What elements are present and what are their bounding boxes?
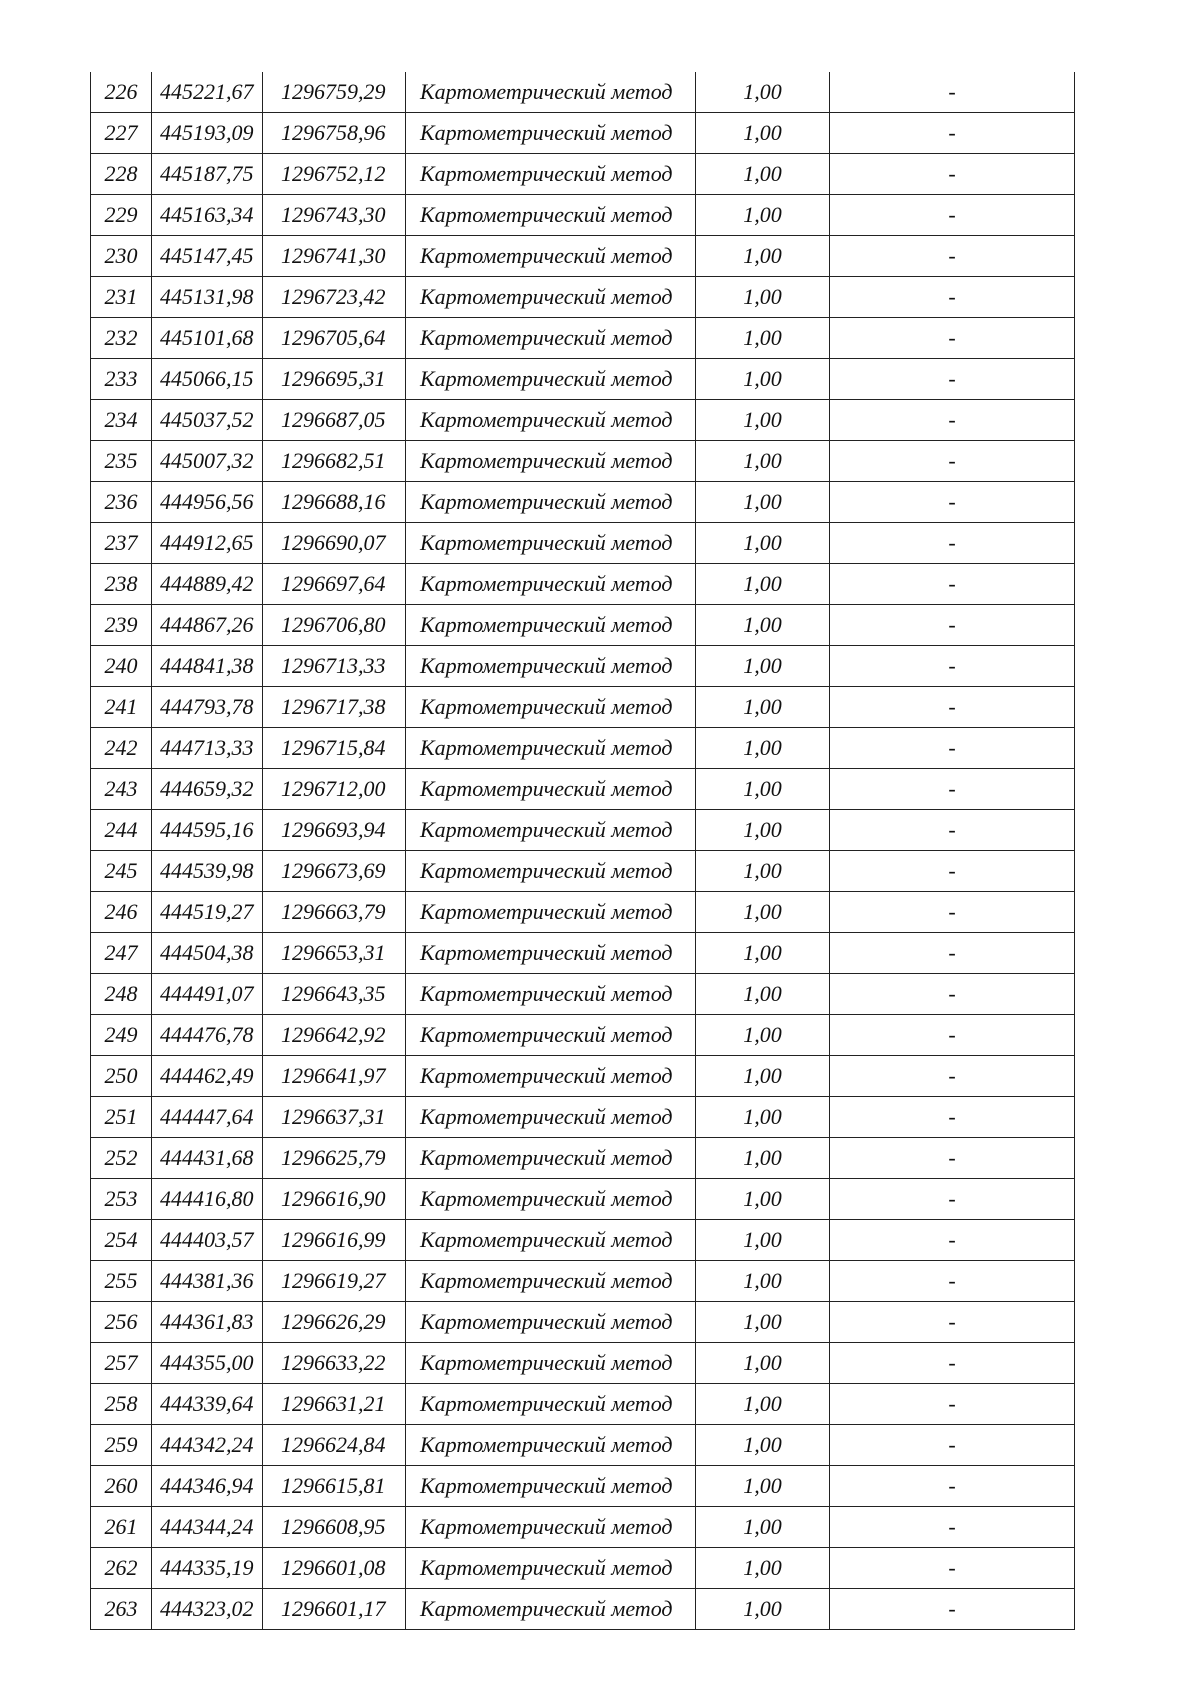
- table-row: [91, 400, 1075, 441]
- table-row: [91, 933, 1075, 974]
- x-coordinate-cell: 444841,38: [152, 646, 263, 687]
- note-cell: -: [830, 1589, 1075, 1630]
- accuracy-cell: 1,00: [696, 728, 830, 769]
- point-number-cell: 247: [91, 933, 152, 974]
- table-row: [91, 195, 1075, 236]
- accuracy-cell: 1,00: [696, 1056, 830, 1097]
- method-cell: Картометрический метод: [406, 1425, 696, 1466]
- y-coordinate-cell: 1296619,27: [263, 1261, 406, 1302]
- method-cell: Картометрический метод: [406, 769, 696, 810]
- method-cell: Картометрический метод: [406, 646, 696, 687]
- note-cell: -: [830, 154, 1075, 195]
- y-coordinate-cell: 1296625,79: [263, 1138, 406, 1179]
- note-cell: -: [830, 318, 1075, 359]
- x-coordinate-cell: 444355,00: [152, 1343, 263, 1384]
- y-coordinate-cell: 1296626,29: [263, 1302, 406, 1343]
- x-coordinate-cell: 444381,36: [152, 1261, 263, 1302]
- table-row: [91, 1179, 1075, 1220]
- point-number-cell: 258: [91, 1384, 152, 1425]
- accuracy-cell: 1,00: [696, 564, 830, 605]
- y-coordinate-cell: 1296682,51: [263, 441, 406, 482]
- accuracy-cell: 1,00: [696, 195, 830, 236]
- table-row: [91, 113, 1075, 154]
- method-cell: Картометрический метод: [406, 1056, 696, 1097]
- table-row: [91, 1548, 1075, 1589]
- method-cell: Картометрический метод: [406, 1220, 696, 1261]
- accuracy-cell: 1,00: [696, 892, 830, 933]
- point-number-cell: 260: [91, 1466, 152, 1507]
- x-coordinate-cell: 444539,98: [152, 851, 263, 892]
- accuracy-cell: 1,00: [696, 687, 830, 728]
- method-cell: Картометрический метод: [406, 933, 696, 974]
- table-row: [91, 441, 1075, 482]
- note-cell: -: [830, 933, 1075, 974]
- point-number-cell: 259: [91, 1425, 152, 1466]
- accuracy-cell: 1,00: [696, 851, 830, 892]
- accuracy-cell: 1,00: [696, 1302, 830, 1343]
- method-cell: Картометрический метод: [406, 1589, 696, 1630]
- x-coordinate-cell: 444956,56: [152, 482, 263, 523]
- point-number-cell: 263: [91, 1589, 152, 1630]
- x-coordinate-cell: 445101,68: [152, 318, 263, 359]
- y-coordinate-cell: 1296713,33: [263, 646, 406, 687]
- y-coordinate-cell: 1296642,92: [263, 1015, 406, 1056]
- x-coordinate-cell: 444793,78: [152, 687, 263, 728]
- y-coordinate-cell: 1296693,94: [263, 810, 406, 851]
- method-cell: Картометрический метод: [406, 441, 696, 482]
- note-cell: -: [830, 1384, 1075, 1425]
- method-cell: Картометрический метод: [406, 810, 696, 851]
- x-coordinate-cell: 444403,57: [152, 1220, 263, 1261]
- table-row: [91, 892, 1075, 933]
- accuracy-cell: 1,00: [696, 72, 830, 113]
- point-number-cell: 235: [91, 441, 152, 482]
- point-number-cell: 228: [91, 154, 152, 195]
- accuracy-cell: 1,00: [696, 1425, 830, 1466]
- method-cell: Картометрический метод: [406, 892, 696, 933]
- x-coordinate-cell: 444491,07: [152, 974, 263, 1015]
- y-coordinate-cell: 1296715,84: [263, 728, 406, 769]
- point-number-cell: 251: [91, 1097, 152, 1138]
- point-number-cell: 253: [91, 1179, 152, 1220]
- x-coordinate-cell: 444595,16: [152, 810, 263, 851]
- method-cell: Картометрический метод: [406, 851, 696, 892]
- point-number-cell: 254: [91, 1220, 152, 1261]
- accuracy-cell: 1,00: [696, 1097, 830, 1138]
- accuracy-cell: 1,00: [696, 482, 830, 523]
- x-coordinate-cell: 444447,64: [152, 1097, 263, 1138]
- method-cell: Картометрический метод: [406, 1507, 696, 1548]
- method-cell: Картометрический метод: [406, 400, 696, 441]
- table-row: [91, 1343, 1075, 1384]
- y-coordinate-cell: 1296615,81: [263, 1466, 406, 1507]
- note-cell: -: [830, 523, 1075, 564]
- method-cell: Картометрический метод: [406, 523, 696, 564]
- point-number-cell: 250: [91, 1056, 152, 1097]
- method-cell: Картометрический метод: [406, 359, 696, 400]
- method-cell: Картометрический метод: [406, 1548, 696, 1589]
- note-cell: -: [830, 892, 1075, 933]
- point-number-cell: 227: [91, 113, 152, 154]
- note-cell: -: [830, 851, 1075, 892]
- table-row: [91, 1220, 1075, 1261]
- method-cell: Картометрический метод: [406, 154, 696, 195]
- table-row: [91, 1507, 1075, 1548]
- accuracy-cell: 1,00: [696, 400, 830, 441]
- method-cell: Картометрический метод: [406, 605, 696, 646]
- method-cell: Картометрический метод: [406, 564, 696, 605]
- point-number-cell: 252: [91, 1138, 152, 1179]
- table-row: [91, 851, 1075, 892]
- y-coordinate-cell: 1296687,05: [263, 400, 406, 441]
- y-coordinate-cell: 1296663,79: [263, 892, 406, 933]
- table-row: [91, 1589, 1075, 1630]
- table-row: [91, 1384, 1075, 1425]
- x-coordinate-cell: 445037,52: [152, 400, 263, 441]
- note-cell: -: [830, 605, 1075, 646]
- method-cell: Картометрический метод: [406, 195, 696, 236]
- note-cell: -: [830, 974, 1075, 1015]
- note-cell: -: [830, 1015, 1075, 1056]
- point-number-cell: 262: [91, 1548, 152, 1589]
- x-coordinate-cell: 444346,94: [152, 1466, 263, 1507]
- y-coordinate-cell: 1296752,12: [263, 154, 406, 195]
- note-cell: -: [830, 769, 1075, 810]
- note-cell: -: [830, 1343, 1075, 1384]
- table-row: [91, 769, 1075, 810]
- accuracy-cell: 1,00: [696, 810, 830, 851]
- x-coordinate-cell: 444912,65: [152, 523, 263, 564]
- y-coordinate-cell: 1296637,31: [263, 1097, 406, 1138]
- y-coordinate-cell: 1296631,21: [263, 1384, 406, 1425]
- accuracy-cell: 1,00: [696, 1261, 830, 1302]
- x-coordinate-cell: 444476,78: [152, 1015, 263, 1056]
- accuracy-cell: 1,00: [696, 1589, 830, 1630]
- y-coordinate-cell: 1296601,08: [263, 1548, 406, 1589]
- point-number-cell: 239: [91, 605, 152, 646]
- accuracy-cell: 1,00: [696, 1466, 830, 1507]
- y-coordinate-cell: 1296673,69: [263, 851, 406, 892]
- table-row: [91, 72, 1075, 113]
- y-coordinate-cell: 1296653,31: [263, 933, 406, 974]
- y-coordinate-cell: 1296705,64: [263, 318, 406, 359]
- method-cell: Картометрический метод: [406, 687, 696, 728]
- accuracy-cell: 1,00: [696, 113, 830, 154]
- point-number-cell: 232: [91, 318, 152, 359]
- table-row: [91, 1261, 1075, 1302]
- method-cell: Картометрический метод: [406, 1466, 696, 1507]
- note-cell: -: [830, 72, 1075, 113]
- accuracy-cell: 1,00: [696, 1179, 830, 1220]
- note-cell: -: [830, 1548, 1075, 1589]
- method-cell: Картометрический метод: [406, 974, 696, 1015]
- table-row: [91, 1425, 1075, 1466]
- method-cell: Картометрический метод: [406, 1097, 696, 1138]
- x-coordinate-cell: 444867,26: [152, 605, 263, 646]
- x-coordinate-cell: 445007,32: [152, 441, 263, 482]
- point-number-cell: 238: [91, 564, 152, 605]
- point-number-cell: 233: [91, 359, 152, 400]
- method-cell: Картометрический метод: [406, 1138, 696, 1179]
- y-coordinate-cell: 1296743,30: [263, 195, 406, 236]
- table-row: [91, 974, 1075, 1015]
- table-row: [91, 810, 1075, 851]
- y-coordinate-cell: 1296706,80: [263, 605, 406, 646]
- y-coordinate-cell: 1296759,29: [263, 72, 406, 113]
- note-cell: -: [830, 195, 1075, 236]
- method-cell: Картометрический метод: [406, 277, 696, 318]
- method-cell: Картометрический метод: [406, 1343, 696, 1384]
- x-coordinate-cell: 444416,80: [152, 1179, 263, 1220]
- note-cell: -: [830, 400, 1075, 441]
- method-cell: Картометрический метод: [406, 1302, 696, 1343]
- accuracy-cell: 1,00: [696, 1507, 830, 1548]
- y-coordinate-cell: 1296697,64: [263, 564, 406, 605]
- y-coordinate-cell: 1296690,07: [263, 523, 406, 564]
- table-row: [91, 154, 1075, 195]
- note-cell: -: [830, 277, 1075, 318]
- accuracy-cell: 1,00: [696, 1343, 830, 1384]
- table-row: [91, 277, 1075, 318]
- point-number-cell: 248: [91, 974, 152, 1015]
- note-cell: -: [830, 1261, 1075, 1302]
- x-coordinate-cell: 445221,67: [152, 72, 263, 113]
- note-cell: -: [830, 1220, 1075, 1261]
- table-row: [91, 1138, 1075, 1179]
- accuracy-cell: 1,00: [696, 1384, 830, 1425]
- accuracy-cell: 1,00: [696, 1138, 830, 1179]
- method-cell: Картометрический метод: [406, 1015, 696, 1056]
- table-row: [91, 1015, 1075, 1056]
- y-coordinate-cell: 1296643,35: [263, 974, 406, 1015]
- table-row: [91, 359, 1075, 400]
- accuracy-cell: 1,00: [696, 1548, 830, 1589]
- table-row: [91, 523, 1075, 564]
- y-coordinate-cell: 1296601,17: [263, 1589, 406, 1630]
- y-coordinate-cell: 1296633,22: [263, 1343, 406, 1384]
- table-row: [91, 605, 1075, 646]
- y-coordinate-cell: 1296608,95: [263, 1507, 406, 1548]
- x-coordinate-cell: 445163,34: [152, 195, 263, 236]
- note-cell: -: [830, 482, 1075, 523]
- x-coordinate-cell: 444335,19: [152, 1548, 263, 1589]
- x-coordinate-cell: 444504,38: [152, 933, 263, 974]
- coordinates-table: [90, 72, 1075, 1630]
- accuracy-cell: 1,00: [696, 441, 830, 482]
- x-coordinate-cell: 444342,24: [152, 1425, 263, 1466]
- method-cell: Картометрический метод: [406, 1179, 696, 1220]
- table-row: [91, 564, 1075, 605]
- table-row: [91, 1056, 1075, 1097]
- point-number-cell: 246: [91, 892, 152, 933]
- point-number-cell: 244: [91, 810, 152, 851]
- y-coordinate-cell: 1296616,90: [263, 1179, 406, 1220]
- table-row: [91, 1466, 1075, 1507]
- note-cell: -: [830, 1507, 1075, 1548]
- method-cell: Картометрический метод: [406, 1384, 696, 1425]
- y-coordinate-cell: 1296712,00: [263, 769, 406, 810]
- accuracy-cell: 1,00: [696, 974, 830, 1015]
- point-number-cell: 243: [91, 769, 152, 810]
- note-cell: -: [830, 1425, 1075, 1466]
- point-number-cell: 257: [91, 1343, 152, 1384]
- note-cell: -: [830, 1466, 1075, 1507]
- table-row: [91, 318, 1075, 359]
- x-coordinate-cell: 444361,83: [152, 1302, 263, 1343]
- note-cell: -: [830, 1179, 1075, 1220]
- accuracy-cell: 1,00: [696, 277, 830, 318]
- table-row: [91, 236, 1075, 277]
- note-cell: -: [830, 564, 1075, 605]
- method-cell: Картометрический метод: [406, 318, 696, 359]
- table-row: [91, 482, 1075, 523]
- y-coordinate-cell: 1296723,42: [263, 277, 406, 318]
- note-cell: -: [830, 1097, 1075, 1138]
- table-row: [91, 687, 1075, 728]
- note-cell: -: [830, 1056, 1075, 1097]
- table-row: [91, 646, 1075, 687]
- point-number-cell: 236: [91, 482, 152, 523]
- x-coordinate-cell: 445193,09: [152, 113, 263, 154]
- table-row: [91, 1302, 1075, 1343]
- accuracy-cell: 1,00: [696, 933, 830, 974]
- point-number-cell: 249: [91, 1015, 152, 1056]
- note-cell: -: [830, 687, 1075, 728]
- y-coordinate-cell: 1296641,97: [263, 1056, 406, 1097]
- note-cell: -: [830, 441, 1075, 482]
- coordinates-table-body: [91, 72, 1075, 1630]
- y-coordinate-cell: 1296688,16: [263, 482, 406, 523]
- point-number-cell: 240: [91, 646, 152, 687]
- table-row: [91, 1097, 1075, 1138]
- x-coordinate-cell: 445187,75: [152, 154, 263, 195]
- method-cell: Картометрический метод: [406, 236, 696, 277]
- point-number-cell: 237: [91, 523, 152, 564]
- method-cell: Картометрический метод: [406, 1261, 696, 1302]
- point-number-cell: 229: [91, 195, 152, 236]
- note-cell: -: [830, 1138, 1075, 1179]
- x-coordinate-cell: 444339,64: [152, 1384, 263, 1425]
- note-cell: -: [830, 236, 1075, 277]
- point-number-cell: 231: [91, 277, 152, 318]
- point-number-cell: 255: [91, 1261, 152, 1302]
- method-cell: Картометрический метод: [406, 72, 696, 113]
- y-coordinate-cell: 1296616,99: [263, 1220, 406, 1261]
- x-coordinate-cell: 445066,15: [152, 359, 263, 400]
- accuracy-cell: 1,00: [696, 605, 830, 646]
- x-coordinate-cell: 444713,33: [152, 728, 263, 769]
- y-coordinate-cell: 1296624,84: [263, 1425, 406, 1466]
- table-row: [91, 728, 1075, 769]
- accuracy-cell: 1,00: [696, 1220, 830, 1261]
- x-coordinate-cell: 444323,02: [152, 1589, 263, 1630]
- y-coordinate-cell: 1296717,38: [263, 687, 406, 728]
- x-coordinate-cell: 445131,98: [152, 277, 263, 318]
- y-coordinate-cell: 1296741,30: [263, 236, 406, 277]
- x-coordinate-cell: 444519,27: [152, 892, 263, 933]
- x-coordinate-cell: 445147,45: [152, 236, 263, 277]
- x-coordinate-cell: 444462,49: [152, 1056, 263, 1097]
- note-cell: -: [830, 359, 1075, 400]
- y-coordinate-cell: 1296695,31: [263, 359, 406, 400]
- x-coordinate-cell: 444659,32: [152, 769, 263, 810]
- point-number-cell: 261: [91, 1507, 152, 1548]
- note-cell: -: [830, 1302, 1075, 1343]
- x-coordinate-cell: 444431,68: [152, 1138, 263, 1179]
- note-cell: -: [830, 728, 1075, 769]
- method-cell: Картометрический метод: [406, 113, 696, 154]
- accuracy-cell: 1,00: [696, 359, 830, 400]
- y-coordinate-cell: 1296758,96: [263, 113, 406, 154]
- note-cell: -: [830, 810, 1075, 851]
- point-number-cell: 245: [91, 851, 152, 892]
- method-cell: Картометрический метод: [406, 728, 696, 769]
- point-number-cell: 230: [91, 236, 152, 277]
- accuracy-cell: 1,00: [696, 769, 830, 810]
- note-cell: -: [830, 646, 1075, 687]
- note-cell: -: [830, 113, 1075, 154]
- accuracy-cell: 1,00: [696, 236, 830, 277]
- x-coordinate-cell: 444889,42: [152, 564, 263, 605]
- accuracy-cell: 1,00: [696, 1015, 830, 1056]
- point-number-cell: 256: [91, 1302, 152, 1343]
- accuracy-cell: 1,00: [696, 318, 830, 359]
- point-number-cell: 241: [91, 687, 152, 728]
- point-number-cell: 234: [91, 400, 152, 441]
- accuracy-cell: 1,00: [696, 154, 830, 195]
- accuracy-cell: 1,00: [696, 523, 830, 564]
- x-coordinate-cell: 444344,24: [152, 1507, 263, 1548]
- accuracy-cell: 1,00: [696, 646, 830, 687]
- point-number-cell: 242: [91, 728, 152, 769]
- point-number-cell: 226: [91, 72, 152, 113]
- method-cell: Картометрический метод: [406, 482, 696, 523]
